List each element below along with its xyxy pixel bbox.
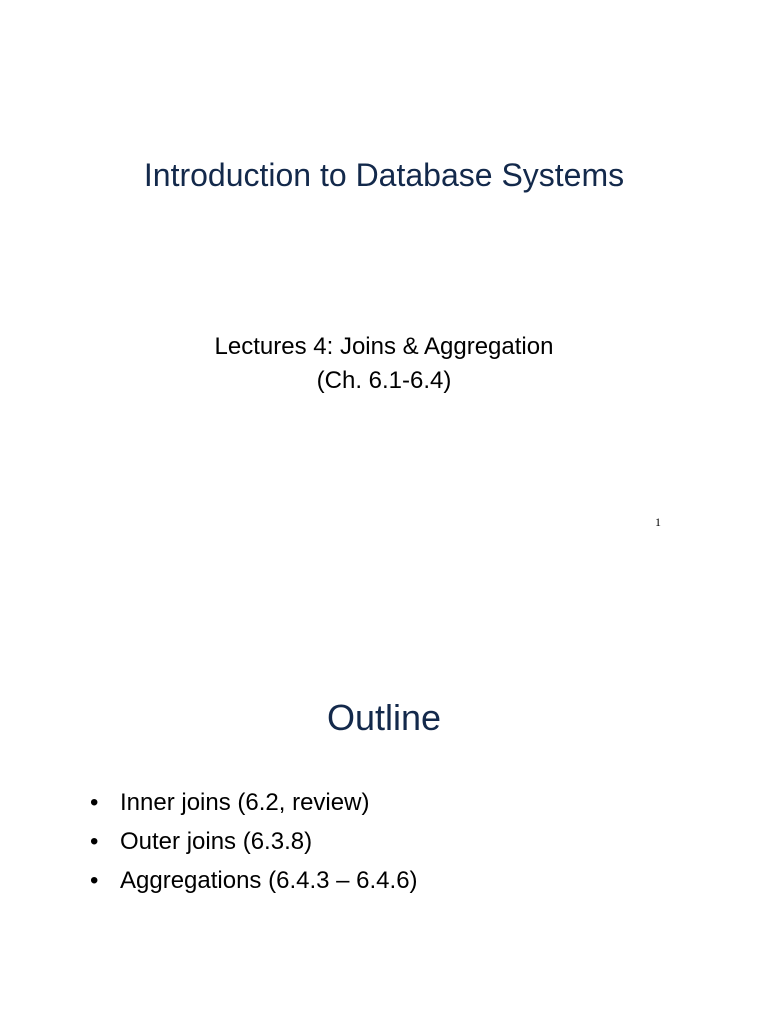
bullet-icon: • xyxy=(90,789,99,816)
slide-2 xyxy=(0,640,768,1024)
page-number: 1 xyxy=(655,515,661,529)
slide-1-subtitle xyxy=(0,330,768,398)
slide-1-title: Introduction to Database Systems xyxy=(143,157,625,193)
list-item xyxy=(90,783,418,822)
outline-list xyxy=(90,783,418,900)
subtitle-line-1: Lectures 4: Joins & Aggregation xyxy=(214,333,554,360)
bullet-icon: • xyxy=(90,867,99,894)
list-item xyxy=(90,861,418,900)
subtitle-line-2: (Ch. 6.1-6.4) xyxy=(316,367,452,394)
list-item-text: Inner joins (6.2, review) xyxy=(120,789,370,816)
list-item-text: Aggregations (6.4.3 – 6.4.6) xyxy=(120,867,418,894)
bullet-icon: • xyxy=(90,828,99,855)
list-item xyxy=(90,822,418,861)
slide-2-title: Outline xyxy=(326,697,442,738)
list-item-text: Outer joins (6.3.8) xyxy=(120,828,313,855)
